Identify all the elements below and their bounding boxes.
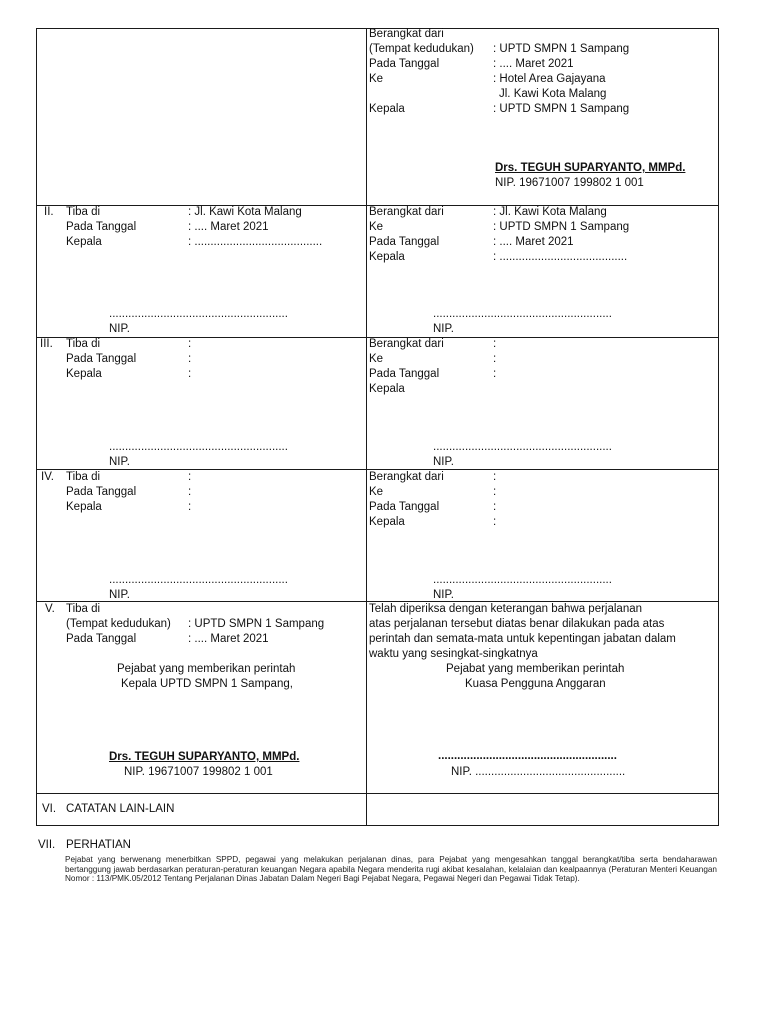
label-ke: Ke [369, 221, 384, 233]
label-kepala: Kepala [369, 383, 405, 395]
value-ke-line2: Jl. Kawi Kota Malang [499, 88, 607, 100]
colon: : [493, 338, 497, 350]
value-ke: : Hotel Area Gajayana [493, 73, 606, 85]
value-pada-tanggal: : .... Maret 2021 [493, 58, 574, 70]
label-tiba-di: Tiba di [66, 206, 101, 218]
signature-nip: NIP. [109, 456, 130, 468]
row-number: V. [45, 603, 55, 615]
signature-nip: NIP. [109, 589, 130, 601]
signature-nip: NIP. ............................................... [451, 766, 626, 778]
label-kepala-uptd: Kepala UPTD SMPN 1 Sampang, [121, 678, 293, 690]
table-column-divider [366, 28, 367, 826]
value-tempat-kedudukan: : UPTD SMPN 1 Sampang [493, 43, 630, 55]
label-kuasa-pengguna-anggaran: Kuasa Pengguna Anggaran [465, 678, 606, 690]
label-kepala: Kepala [369, 103, 405, 115]
colon: : [188, 368, 192, 380]
row-divider-5 [36, 793, 719, 794]
label-pejabat: Pejabat yang memberikan perintah [446, 663, 625, 675]
label-berangkat-dari: Berangkat dari [369, 28, 444, 40]
label-kepala: Kepala [66, 501, 102, 513]
signature-line: ........................................................ [109, 308, 288, 320]
signatory-name: Drs. TEGUH SUPARYANTO, MMPd. [495, 162, 686, 174]
colon: : [493, 471, 497, 483]
label-pada-tanggal: Pada Tanggal [66, 221, 137, 233]
label-pada-tanggal: Pada Tanggal [369, 236, 440, 248]
signatory-name: Drs. TEGUH SUPARYANTO, MMPd. [109, 751, 300, 763]
signatory-nip: NIP. 19671007 199802 1 001 [495, 177, 644, 189]
label-berangkat-dari: Berangkat dari [369, 206, 444, 218]
signature-line: ........................................................ [433, 574, 612, 586]
row-number: II. [44, 206, 54, 218]
row-number: IV. [41, 471, 55, 483]
signature-line: ........................................................ [433, 441, 612, 453]
label-tiba-di: Tiba di [66, 338, 101, 350]
label-kepala: Kepala [369, 516, 405, 528]
label-berangkat-dari: Berangkat dari [369, 338, 444, 350]
table-border-left [36, 28, 37, 826]
colon: : [493, 501, 497, 513]
table-border-right [718, 28, 719, 826]
colon: : [188, 471, 192, 483]
label-tiba-di: Tiba di [66, 471, 101, 483]
value-kepala: : UPTD SMPN 1 Sampang [493, 103, 630, 115]
value-pada-tanggal: : .... Maret 2021 [493, 236, 574, 248]
label-perhatian: PERHATIAN [66, 839, 131, 851]
label-pada-tanggal: Pada Tanggal [369, 58, 440, 70]
colon: : [493, 486, 497, 498]
verification-text-line-2: atas perjalanan tersebut diatas benar dilakukan pada atas [369, 618, 665, 630]
value-tiba-di: : Jl. Kawi Kota Malang [188, 206, 302, 218]
signature-nip: NIP. [433, 589, 454, 601]
colon: : [493, 353, 497, 365]
row-number: VII. [38, 839, 56, 851]
signature-line: ........................................................ [109, 441, 288, 453]
label-tempat-kedudukan: (Tempat kedudukan) [369, 43, 474, 55]
label-catatan-lain-lain: CATATAN LAIN-LAIN [66, 803, 175, 815]
signatory-nip: NIP. 19671007 199802 1 001 [124, 766, 273, 778]
label-pada-tanggal: Pada Tanggal [66, 486, 137, 498]
label-tempat-kedudukan: (Tempat kedudukan) [66, 618, 171, 630]
signature-line: ........................................................ [433, 308, 612, 320]
value-pada-tanggal: : .... Maret 2021 [188, 633, 269, 645]
signature-line: ........................................................ [438, 750, 617, 762]
row-number: III. [40, 338, 53, 350]
signature-nip: NIP. [109, 323, 130, 335]
perhatian-note: Pejabat yang berwenang menerbitkan SPPD, pegawai yang melakukan perjalanan dinas, para Pejabat yang mengesahkan tanggal berangkat/tiba serta bendaharawan bertanggung jawab berdasarkan peraturan-peraturan keuangan Negara apabila Negara menderita rugi akibat kesalahan, kelalaian dan kealpaannya (Peraturan Menteri Keuangan Nomor : 113/PMK.05/2012 Tentang Perjalanan Dinas Jabatan Dalam Negeri Bagi Pejabat Negara, Pegawai Negeri dan Pegawai Tidak Tetap). [65, 855, 717, 884]
signature-nip: NIP. [433, 456, 454, 468]
verification-text-line-3: perintah dan semata-mata untuk kepentingan jabatan dalam [369, 633, 676, 645]
label-kepala: Kepala [66, 368, 102, 380]
value-tempat-kedudukan: : UPTD SMPN 1 Sampang [188, 618, 325, 630]
label-tiba-di: Tiba di [66, 603, 101, 615]
table-border-bottom [36, 825, 719, 826]
verification-text-line-4: waktu yang sesingkat-singkatnya [369, 648, 538, 660]
value-ke: : UPTD SMPN 1 Sampang [493, 221, 630, 233]
value-berangkat-dari: : Jl. Kawi Kota Malang [493, 206, 607, 218]
label-pejabat: Pejabat yang memberikan perintah [117, 663, 296, 675]
label-pada-tanggal: Pada Tanggal [66, 633, 137, 645]
label-ke: Ke [369, 73, 384, 85]
value-kepala: : ........................................ [188, 236, 323, 248]
value-kepala: : ........................................ [493, 251, 628, 263]
signature-nip: NIP. [433, 323, 454, 335]
colon: : [493, 368, 497, 380]
value-pada-tanggal: : .... Maret 2021 [188, 221, 269, 233]
colon: : [188, 338, 192, 350]
colon: : [493, 516, 497, 528]
row-number: VI. [42, 803, 57, 815]
colon: : [188, 501, 192, 513]
label-pada-tanggal: Pada Tanggal [369, 501, 440, 513]
label-ke: Ke [369, 353, 384, 365]
signature-line: ........................................................ [109, 574, 288, 586]
label-pada-tanggal: Pada Tanggal [369, 368, 440, 380]
colon: : [188, 486, 192, 498]
verification-text-line-1: Telah diperiksa dengan keterangan bahwa perjalanan [369, 603, 643, 615]
label-berangkat-dari: Berangkat dari [369, 471, 444, 483]
label-kepala: Kepala [66, 236, 102, 248]
label-pada-tanggal: Pada Tanggal [66, 353, 137, 365]
label-kepala: Kepala [369, 251, 405, 263]
label-ke: Ke [369, 486, 384, 498]
colon: : [188, 353, 192, 365]
